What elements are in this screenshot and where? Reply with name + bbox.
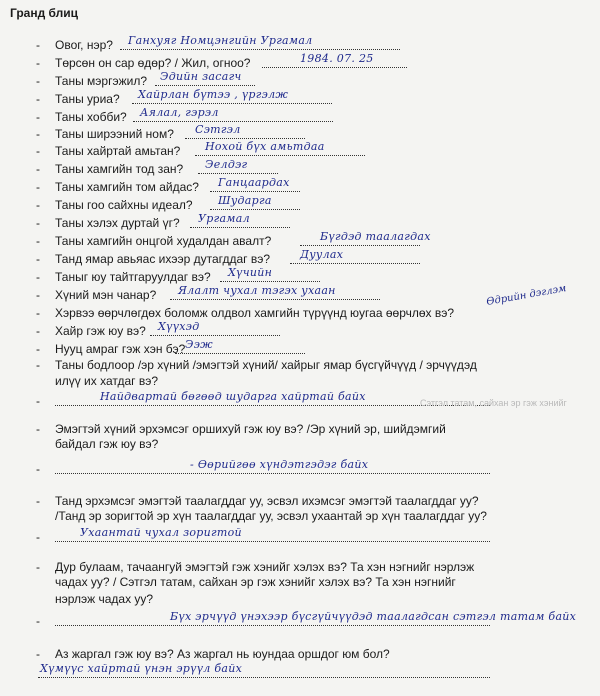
- question-row: - Таны ширээний ном? Сэтгэл: [0, 125, 600, 145]
- handwritten-answer: Хүчийн: [228, 266, 273, 279]
- question-row: - Таны мэргэжил? Эдийн засагч: [0, 72, 600, 92]
- question-row: - Таны уриа? Хайрлан бүтээ , үргэлж: [0, 90, 600, 110]
- handwritten-answer: Эдийн засагч: [160, 70, 242, 83]
- question-text: Таны мэргэжил?: [55, 74, 148, 88]
- question-row: - Танд ямар авьяас ихээр дутагддаг вэ? Дуулах: [0, 250, 600, 270]
- question-row: - Таны бодлоор /эр хүний /эмэгтэй хүний/ хайрыг ямар бүсгүйчүүд / эрчүүдэд: [36, 358, 477, 372]
- question-text: Таны хамгийн том айдас?: [55, 180, 199, 194]
- bleed-through-text: Сэтгэл татам, сайхан эр гэж хэнийг: [420, 398, 567, 408]
- handwritten-answer: Сэтгэл: [195, 123, 241, 136]
- handwritten-answer: Ургамал: [198, 212, 250, 225]
- handwritten-answer: Хүүхэд: [158, 320, 200, 333]
- question-row: - Таны хайртай амьтан? Нохой бүх амьтдаа: [0, 142, 600, 162]
- answer-line: [0, 664, 600, 684]
- handwritten-answer: Ганцаардах: [218, 176, 290, 189]
- question-text: Таны хайртай амьтан?: [55, 144, 181, 158]
- question-text: Таны хэлэх дуртай үг?: [55, 216, 180, 230]
- handwritten-answer: 1984. 07. 25: [300, 52, 374, 65]
- handwritten-answer: Хүмүүс хайртай үнэн эрүүл байх: [40, 662, 243, 675]
- question-row: - Таныг юу тайтгаруулдаг вэ? Хүчийн: [0, 268, 600, 288]
- question-row: - Танд эрхэмсэг эмэгтэй таалагддаг уу, эсвэл ихэмсэг эмэгтэй таалагддаг уу?: [36, 494, 479, 508]
- question-text: Овог, нэр?: [55, 38, 113, 52]
- handwritten-answer: Шударга: [218, 194, 272, 207]
- handwritten-answer: Ухаантай чухал зоригтой: [80, 526, 242, 539]
- question-text: Эмэгтэй хүний эрхэмсэг оршихуй гэж юу вэ? /Эр хүний эр, шийдэмгий: [55, 422, 446, 436]
- question-text-continued: илүү их хатдаг вэ?: [55, 374, 159, 388]
- question-text-continued: /Танд эр зоригтой эр хүн таалагддаг уу, эсвэл ухаантай эр хүн таалагддаг уу?: [55, 509, 487, 523]
- answer-line: - Бүх эрчүүд үнэхээр бүсгүйчүүдэд таалагдсан сэтгэл татам байх: [36, 610, 577, 628]
- handwritten-answer: Дуулах: [300, 248, 344, 261]
- handwritten-answer: Бүгдэд таалагдах: [320, 230, 431, 243]
- question-row: - Хайр гэж юу вэ? Хүүхэд: [0, 322, 600, 342]
- answer-line: - - Өөрийгөө хүндэтгэдэг байх: [0, 460, 600, 480]
- handwritten-answer: Нохой бүх амьтдаа: [205, 140, 325, 153]
- question-row: - Аз жаргал гэж юу вэ? Аз жаргал нь юундаа оршдог юм бол?: [36, 647, 390, 661]
- question-row: - Хүний мэн чанар? Ялалт чухал тэгэх ухаан: [0, 286, 600, 306]
- question-row: - Таны гоо сайхны идеал? Шударга: [0, 196, 600, 216]
- handwritten-answer: Өдрийн дэглэм: [485, 283, 568, 308]
- question-text: Төрсөн он сар өдөр? / Жил, огноо?: [55, 56, 251, 70]
- question-text: Таны ширээний ном?: [55, 127, 174, 141]
- question-text: Таны гоо сайхны идеал?: [55, 198, 193, 212]
- question-row: - Эмэгтэй хүний эрхэмсэг оршихуй гэж юу вэ? /Эр хүний эр, шийдэмгий: [36, 422, 446, 436]
- question-text: Дур булаам, тачаангуй эмэгтэй гэж хэнийг хэлэх вэ? Та хэн нэгнийг нэрлэж: [55, 560, 475, 574]
- handwritten-answer: Хайрлан бүтээ , үргэлж: [138, 88, 289, 101]
- handwritten-answer: - Өөрийгөө хүндэтгэдэг байх: [190, 458, 369, 471]
- question-text: Хэрвээ өөрчлөгдөх боломж олдвол хамгийн түрүүнд юугаа өөрчлөх вэ?: [55, 306, 455, 320]
- question-row: - Таны хобби? Аялал, гэрэл: [0, 108, 600, 128]
- question-text: Танд ямар авьяас ихээр дутагддаг вэ?: [55, 252, 271, 266]
- handwritten-answer: Найдвартай бөгөөд шударга хайртай байх: [100, 390, 366, 403]
- question-text-continued: чадах уу? / Сэтгэл татам, сайхан эр гэж хэнийг хэлэх вэ? Та хэн нэгнийг: [55, 575, 456, 589]
- question-text: Таны хамгийн онцгой худалдан авалт?: [55, 234, 272, 248]
- handwritten-answer: Аялал, гэрэл: [140, 106, 219, 119]
- question-text: Аз жаргал гэж юу вэ? Аз жаргал нь юундаа оршдог юм бол?: [55, 647, 390, 661]
- question-text: Танд эрхэмсэг эмэгтэй таалагддаг уу, эсвэл ихэмсэг эмэгтэй таалагддаг уу?: [55, 494, 479, 508]
- handwritten-answer: Бүх эрчүүд үнэхээр бүсгүйчүүдэд таалагдсан сэтгэл татам байх: [170, 610, 577, 623]
- question-text: Таны хобби?: [55, 110, 127, 124]
- question-text: Таны бодлоор /эр хүний /эмэгтэй хүний/ хайрыг ямар бүсгүйчүүд / эрчүүдэд: [55, 358, 477, 372]
- question-row: - Нууц амраг гэж хэн бэ? Ээж: [0, 340, 600, 360]
- question-text: Таны уриа?: [55, 92, 120, 106]
- page-title: Гранд блиц: [10, 6, 79, 20]
- handwritten-answer: Эелдэг: [205, 158, 248, 171]
- answer-line: - Ухаантай чухал зоригтой: [0, 528, 600, 548]
- answer-line: - Найдвартай бөгөөд шударга хайртай байх: [0, 392, 600, 412]
- question-row: - Таны хамгийн онцгой худалдан авалт? Бүгдэд таалагдах: [36, 230, 431, 248]
- handwritten-answer: Ганхуяг Номцэнгийн Ургамал: [128, 34, 313, 47]
- question-text: Хайр гэж юу вэ?: [55, 324, 146, 338]
- question-row: - Төрсөн он сар өдөр? / Жил, огноо? 1984. 07. 25: [0, 54, 600, 74]
- question-row: - Хэрвээ өөрчлөгдөх боломж олдвол хамгийн түрүүнд юугаа өөрчлөх вэ?: [36, 306, 455, 320]
- question-text-continued: нэрлэж чадах уу?: [55, 592, 154, 606]
- question-text: Хүний мэн чанар?: [55, 288, 157, 302]
- question-row: - Таны хамгийн том айдас? Ганцаардах: [0, 178, 600, 198]
- question-text: Таны хамгийн тод зан?: [55, 162, 184, 176]
- handwritten-answer: Ээж: [185, 338, 213, 351]
- question-row: - Таны хамгийн тод зан? Эелдэг: [0, 160, 600, 180]
- handwritten-answer: Ялалт чухал тэгэх ухаан: [178, 284, 336, 297]
- question-text: Таныг юу тайтгаруулдаг вэ?: [55, 270, 211, 284]
- question-text-continued: байдал гэж юу вэ?: [55, 437, 159, 451]
- question-text: Нууц амраг гэж хэн бэ?: [55, 342, 186, 356]
- question-row: - Овог, нэр? Ганхуяг Номцэнгийн Ургамал: [0, 36, 600, 56]
- question-row: - Дур булаам, тачаангуй эмэгтэй гэж хэнийг хэлэх вэ? Та хэн нэгнийг нэрлэж: [36, 560, 475, 574]
- question-row: - Таны хэлэх дуртай үг? Ургамал: [0, 214, 600, 234]
